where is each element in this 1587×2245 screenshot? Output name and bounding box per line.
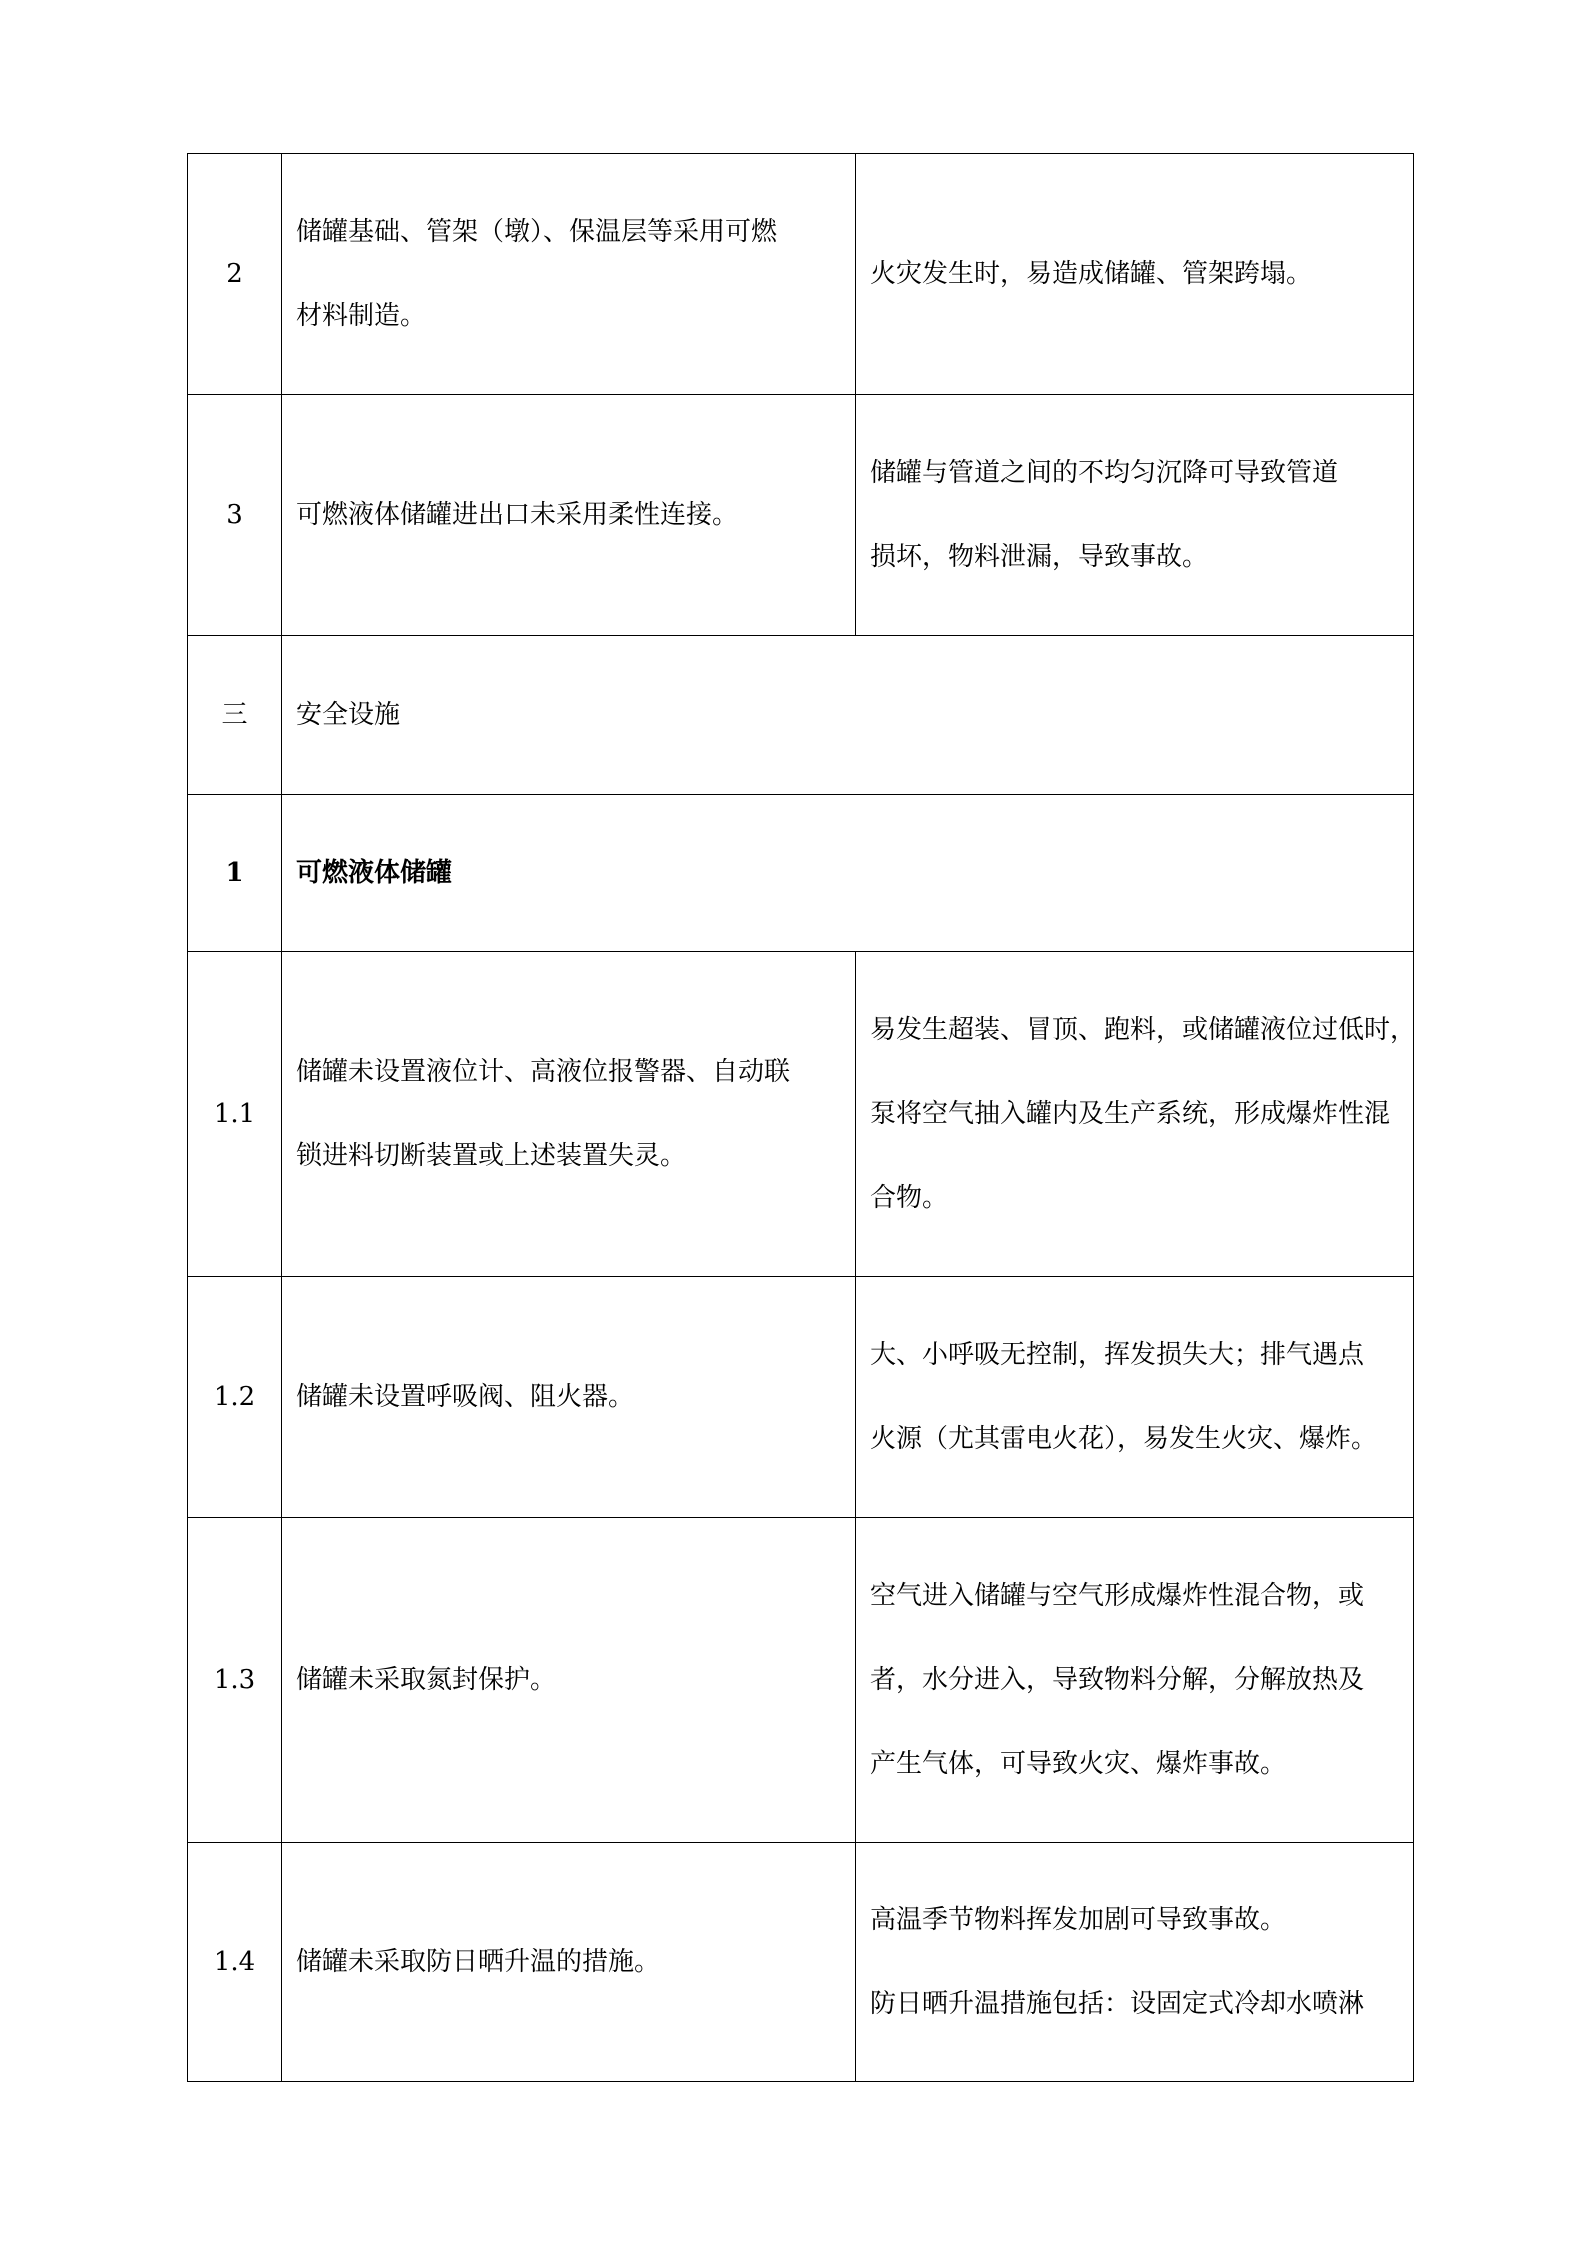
- hazard-description: [282, 154, 856, 395]
- hazard-description: [282, 1843, 856, 2082]
- hazard-consequence: [856, 154, 1414, 395]
- consequence-line: 易发生超装、冒顶、跑料，或储罐液位过低时，: [870, 1015, 1417, 1045]
- hazard-description: [282, 952, 856, 1277]
- description-line: 储罐未采取氮封保护。: [296, 1665, 557, 1695]
- consequence-line: 损坏，物料泄漏，导致事故。: [870, 542, 1209, 572]
- consequence-line: 储罐与管道之间的不均匀沉降可导致管道: [870, 458, 1339, 488]
- row-number: 1.4: [188, 1843, 282, 2082]
- consequence-line: 者，水分进入，导致物料分解，分解放热及: [870, 1665, 1365, 1695]
- description-line: 储罐未设置液位计、高液位报警器、自动联: [296, 1057, 791, 1087]
- table-row: [188, 154, 1414, 395]
- table-row: [188, 1277, 1414, 1518]
- description-line: 可燃液体储罐进出口未采用柔性连接。: [296, 500, 739, 530]
- hazard-description: [282, 1518, 856, 1843]
- description-line: 材料制造。: [296, 301, 427, 331]
- hazard-description: [282, 395, 856, 636]
- subsection-row: [188, 795, 1414, 952]
- table-row: [188, 1518, 1414, 1843]
- consequence-line: 高温季节物料挥发加剧可导致事故。: [870, 1905, 1287, 1935]
- table-row: [188, 395, 1414, 636]
- row-number: 3: [188, 395, 282, 636]
- subsection-number: 1: [188, 795, 282, 952]
- section-title: 安全设施: [282, 636, 1414, 795]
- description-line: 锁进料切断装置或上述装置失灵。: [296, 1141, 687, 1171]
- hazard-consequence: [856, 1518, 1414, 1843]
- consequence-line: 合物。: [870, 1183, 949, 1213]
- row-number: 1.3: [188, 1518, 282, 1843]
- hazard-table: [187, 153, 1417, 2082]
- consequence-line: 产生气体，可导致火灾、爆炸事故。: [870, 1749, 1287, 1779]
- description-line: 储罐未采取防日晒升温的措施。: [296, 1947, 661, 1977]
- row-number: 2: [188, 154, 282, 395]
- consequence-line: 大、小呼吸无控制，挥发损失大；排气遇点: [870, 1340, 1365, 1370]
- section-number: 三: [188, 636, 282, 795]
- hazard-consequence: [856, 1277, 1414, 1518]
- table-row: [188, 952, 1414, 1277]
- consequence-line: 防日晒升温措施包括：设固定式冷却水喷淋: [870, 1989, 1365, 2019]
- description-line: 储罐未设置呼吸阀、阻火器。: [296, 1382, 635, 1412]
- row-number: 1.1: [188, 952, 282, 1277]
- hazard-description: [282, 1277, 856, 1518]
- table-row: [188, 1843, 1414, 2082]
- subsection-title: 可燃液体储罐: [282, 795, 1414, 952]
- hazard-consequence: [856, 1843, 1414, 2082]
- consequence-line: 泵将空气抽入罐内及生产系统，形成爆炸性混: [870, 1099, 1391, 1129]
- section-row: [188, 636, 1414, 795]
- consequence-line: 火灾发生时，易造成储罐、管架跨塌。: [870, 259, 1313, 289]
- consequence-line: 火源（尤其雷电火花），易发生火灾、爆炸。: [870, 1424, 1378, 1454]
- consequence-line: 空气进入储罐与空气形成爆炸性混合物，或: [870, 1581, 1365, 1611]
- hazard-consequence: [856, 952, 1417, 1277]
- row-number: 1.2: [188, 1277, 282, 1518]
- description-line: 储罐基础、管架（墩）、保温层等采用可燃: [296, 217, 778, 247]
- hazard-consequence: [856, 395, 1414, 636]
